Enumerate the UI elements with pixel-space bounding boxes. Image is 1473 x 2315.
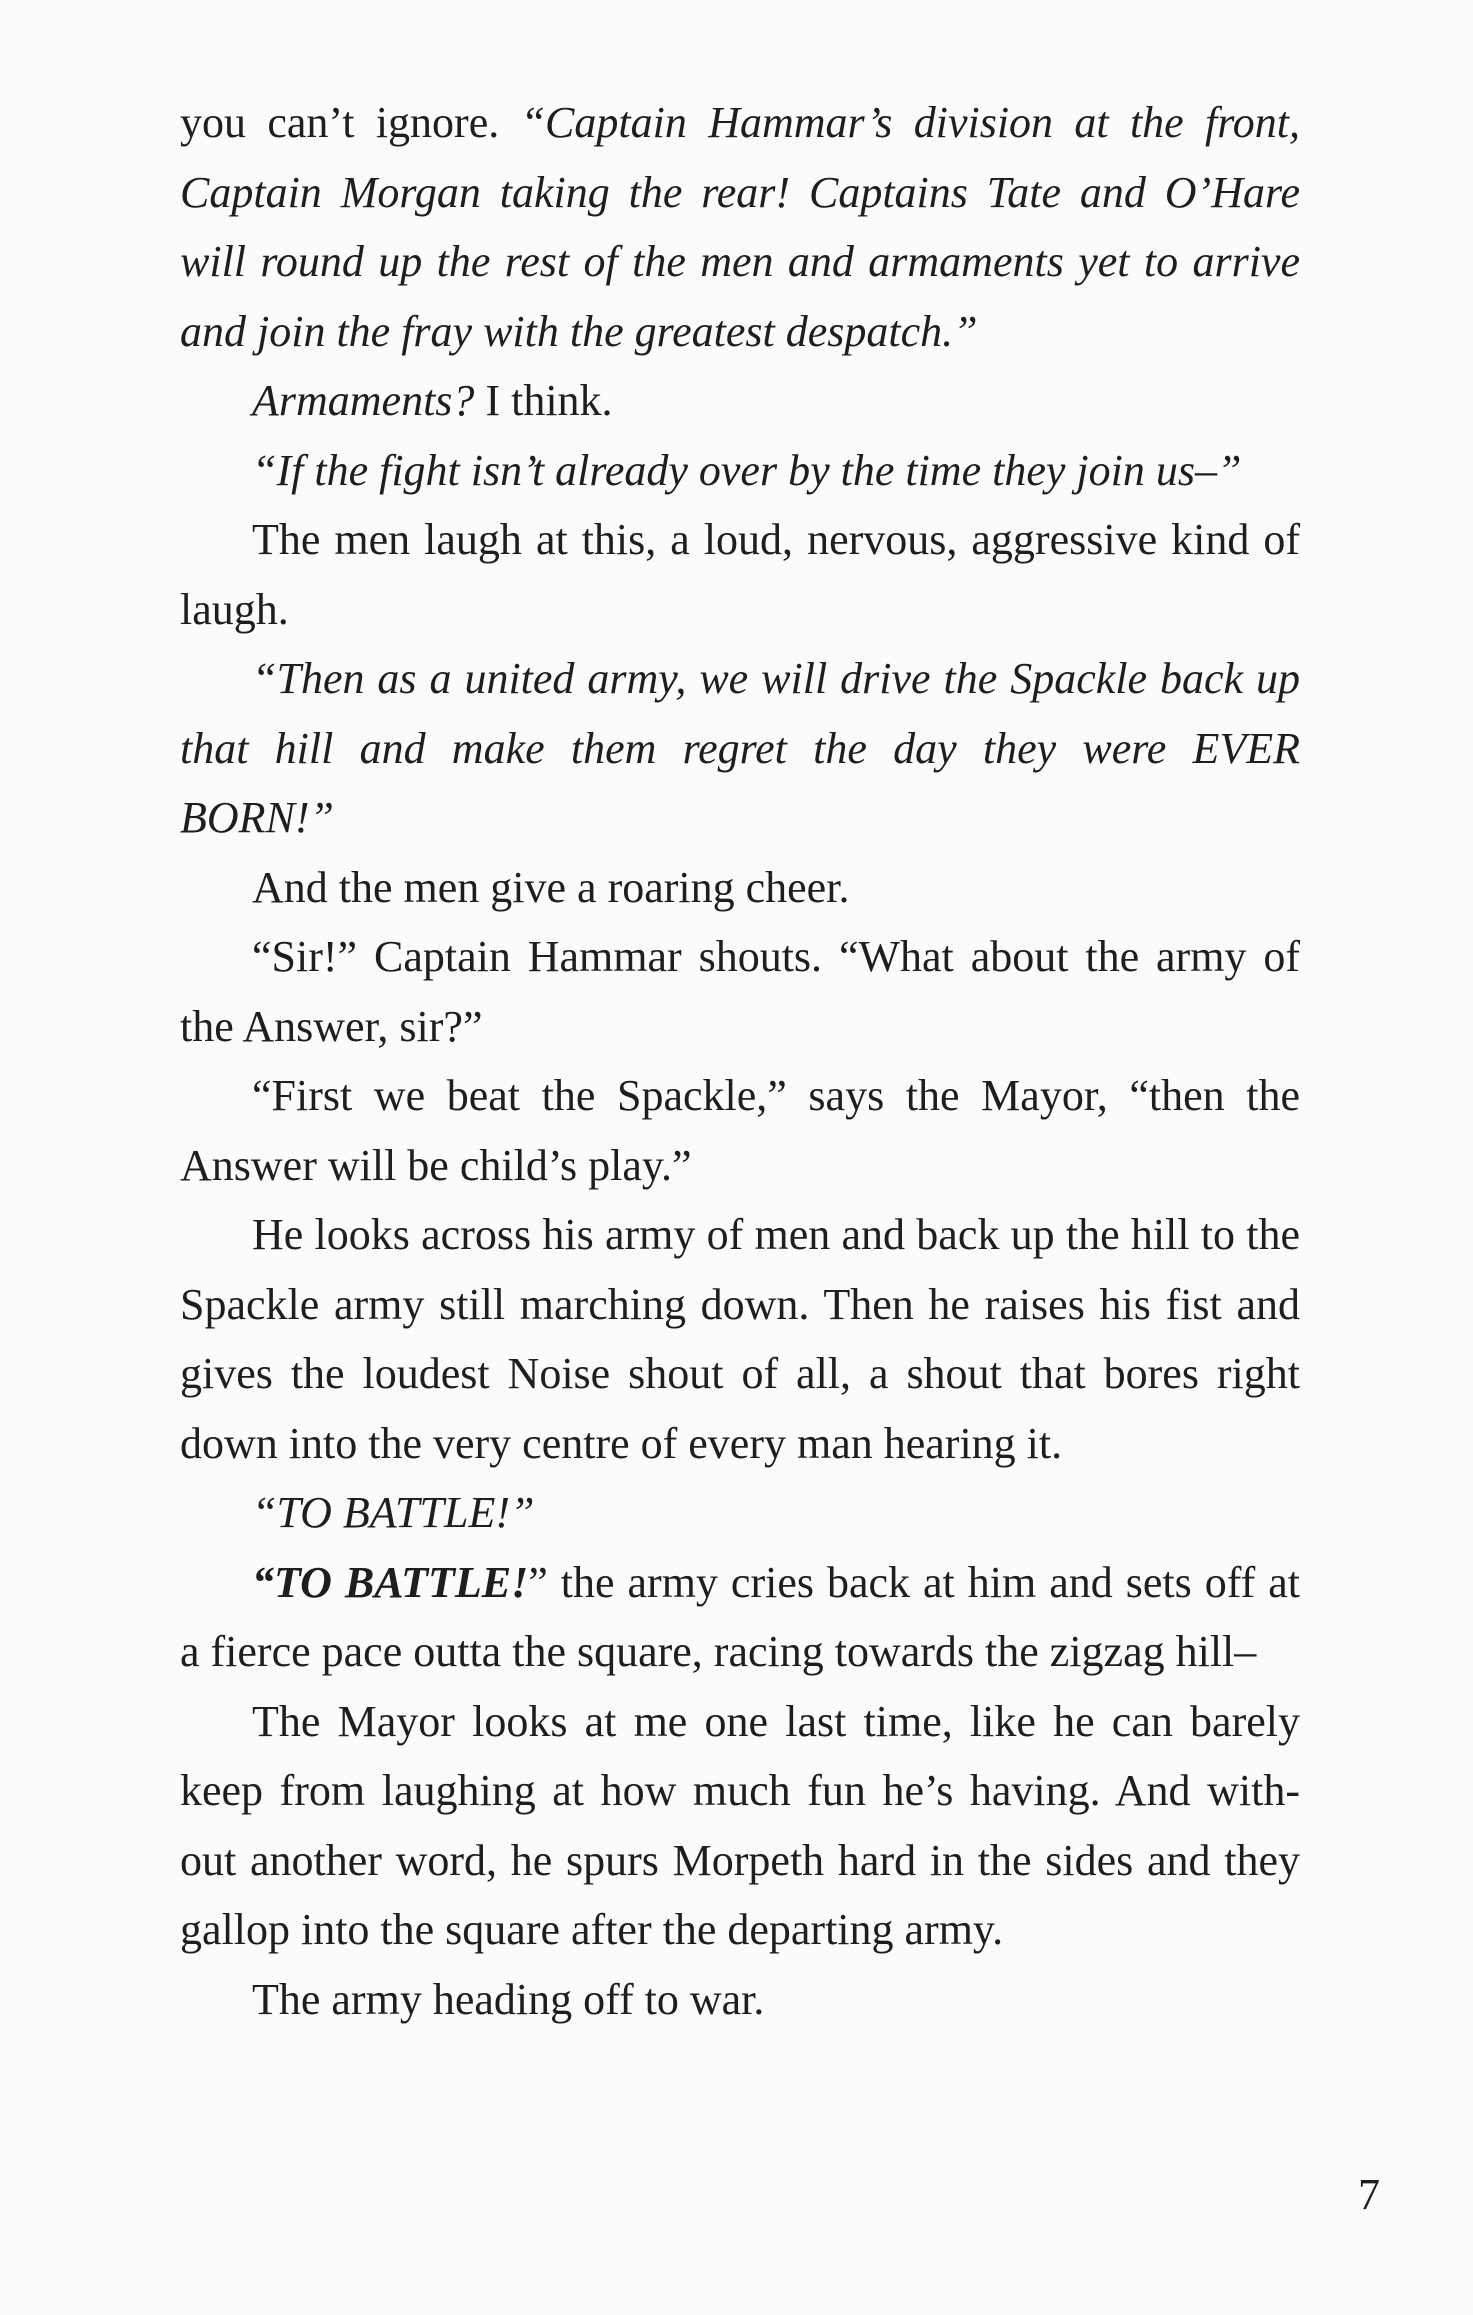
paragraph-10 [180,1478,1300,1548]
text-segment: The men laugh at this, a loud, nervous, aggressive kind of laugh. [180,515,1300,634]
paragraph-8 [180,1061,1300,1200]
text-segment: And the men give a roaring cheer. [252,862,850,912]
text-segment: “Sir!” Captain Hammar shouts. “What about the army of the Answer, sir?” [180,932,1300,1051]
text-segment: ” the army cries back at him and sets off at a fierce pace outta the square, racing towards the zigzag hill– [180,1557,1300,1676]
paragraph-4 [180,505,1300,644]
text-segment: “If the fight isn’t already over by the time they join us–” [252,445,1242,495]
paragraph-12 [180,1687,1300,1965]
text-segment: “TO BATTLE! [252,1557,529,1607]
text-segment: He looks across his army of men and back up the hill to the Spackle army still marching down. Then he raises his fist and gives the loudest Noise shout of all, a shout that bores right down into the very centre of every man hearing it. [180,1210,1300,1468]
text-segment: The army heading off to war. [252,1974,765,2024]
paragraph-3 [180,436,1300,506]
paragraph-2 [180,366,1300,436]
text-segment: I think. [474,376,613,425]
page-number: 7 [1358,2170,1380,2219]
paragraph-11 [180,1548,1300,1687]
paragraph-5 [180,644,1300,853]
text-segment: you can’t ignore. [180,98,521,147]
text-segment: “Then as a united army, we will drive the Spackle back up that hill and make them regret the day they were EVER BORN!” [180,654,1300,842]
paragraph-7 [180,922,1300,1061]
text-segment: “Captain Hammar’s division at the front, Captain Morgan taking the rear! Captains Tate and O’Hare will round up the rest of the men and armaments yet to arrive and join the fray with the greatest despatch.” [180,98,1300,356]
text-segment: Armaments? [252,376,475,425]
paragraph-13 [180,1965,1300,2035]
paragraph-1 [180,88,1300,366]
text-segment: “TO BATTLE!” [252,1488,535,1537]
text-segment: “First we beat the Spackle,” says the Mayor, “then the Answer will be child’s play.” [180,1071,1300,1190]
paragraph-6 [180,853,1300,923]
text-segment: The Mayor looks at me one last time, like he can barely keep from laughing at how much fun he’s having. And with-out another word, he spurs Morpeth hard in the sides and they gallop into the square after the departing army. [180,1696,1300,1954]
paragraph-9 [180,1200,1300,1478]
body-text [180,88,1300,2034]
